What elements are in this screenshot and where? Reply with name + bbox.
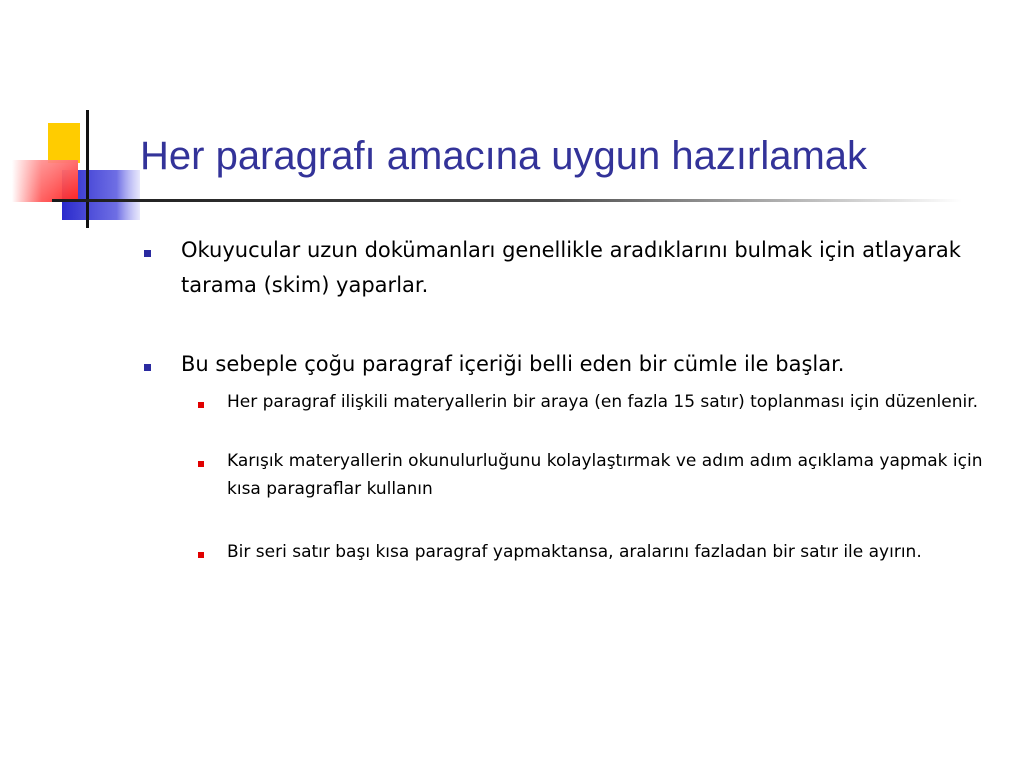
- sub-bullet-marker-icon: [198, 461, 204, 467]
- bullet-item: Okuyucular uzun dokümanları genellikle aradıklarını bulmak için atlayarak tarama (skim) yaparlar.: [181, 238, 961, 297]
- bullet-marker-icon: [144, 364, 151, 371]
- bullet-item: Bu sebeple çoğu paragraf içeriği belli eden bir cümle ile başlar.: [181, 352, 845, 376]
- sub-bullet-item: Karışık materyallerin okunulurluğunu kolaylaştırmak ve adım adım açıklama yapmak için kısa paragraflar kullanın: [227, 451, 983, 499]
- sub-bullet-item: Her paragraf ilişkili materyallerin bir araya (en fazla 15 satır) toplanması için düzenlenir.: [227, 392, 979, 412]
- sub-bullet-item: Bir seri satır başı kısa paragraf yapmaktansa, aralarını fazladan bir satır ile ayırın.: [227, 542, 922, 562]
- sub-bullet-marker-icon: [198, 402, 204, 408]
- slide-title: Her paragrafı amacına uygun hazırlamak: [140, 134, 868, 178]
- sub-bullet-marker-icon: [198, 552, 204, 558]
- bullet-marker-icon: [144, 250, 151, 257]
